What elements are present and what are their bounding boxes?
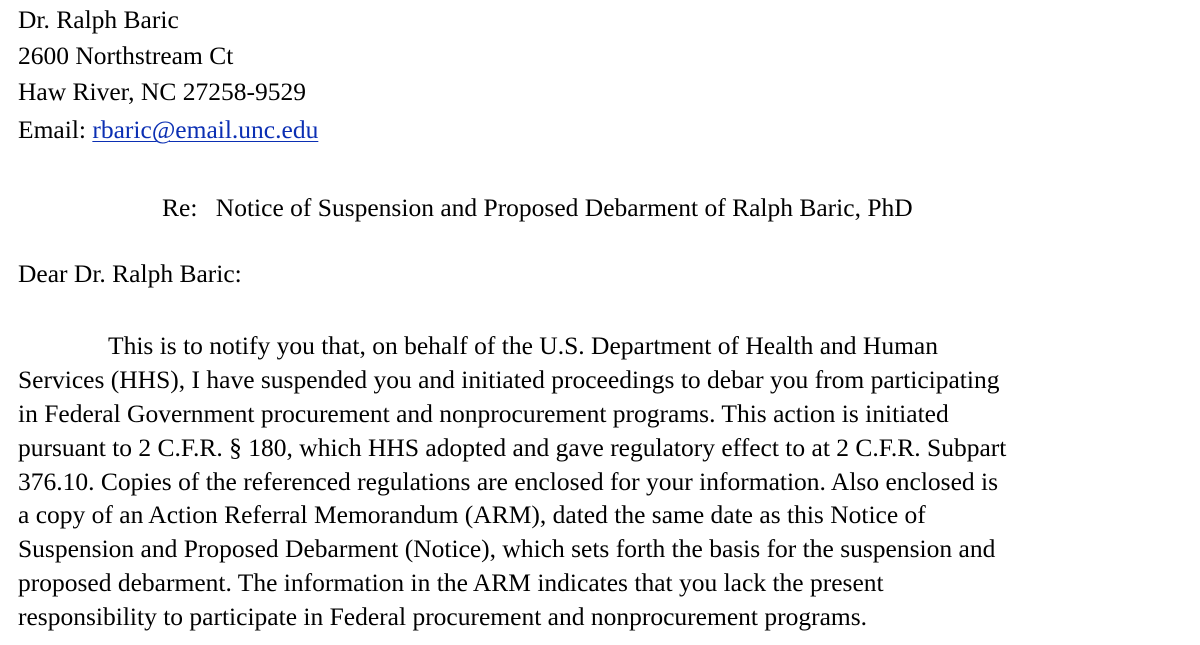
paragraph-line: Services (HHS), I have suspended you and initiated proceedings to debar you from participating [18,364,1000,394]
paragraph-line: This is to notify you that, on behalf of the U.S. Department of Health and Human [108,331,938,360]
paragraph-line: pursuant to 2 C.F.R. § 180, which HHS adopted and gave regulatory effect to at 2 C.F.R. Subpart [18,432,1007,462]
email-link[interactable]: rbaric@email.unc.edu [92,115,319,144]
subject-line [162,192,913,224]
paragraph-line: proposed debarment. The information in the ARM indicates that you lack the present [18,568,884,598]
subject-text: Notice of Suspension and Proposed Debarment of Ralph Baric, PhD [215,193,913,222]
subject-label: Re: [162,193,198,222]
body-paragraph [18,329,1178,634]
salutation: Dear Dr. Ralph Baric: [18,259,242,288]
recipient-city-state-zip: Haw River, NC 27258-9529 [18,77,306,106]
recipient-street: 2600 Northstream Ct [18,41,234,70]
recipient-email-line [18,114,318,146]
paragraph-line: 376.10. Copies of the referenced regulations are enclosed for your information. Also enclosed is [18,466,999,496]
paragraph-line: Suspension and Proposed Debarment (Notice), which sets forth the basis for the suspension and [18,534,996,564]
paragraph-line: in Federal Government procurement and nonprocurement programs. This action is initiated [18,398,949,428]
recipient-name: Dr. Ralph Baric [18,5,179,34]
paragraph-line: a copy of an Action Referral Memorandum (ARM), dated the same date as this Notice of [18,500,926,530]
paragraph-line: responsibility to participate in Federal procurement and nonprocurement programs. [18,602,868,632]
email-label: Email: [18,115,86,144]
